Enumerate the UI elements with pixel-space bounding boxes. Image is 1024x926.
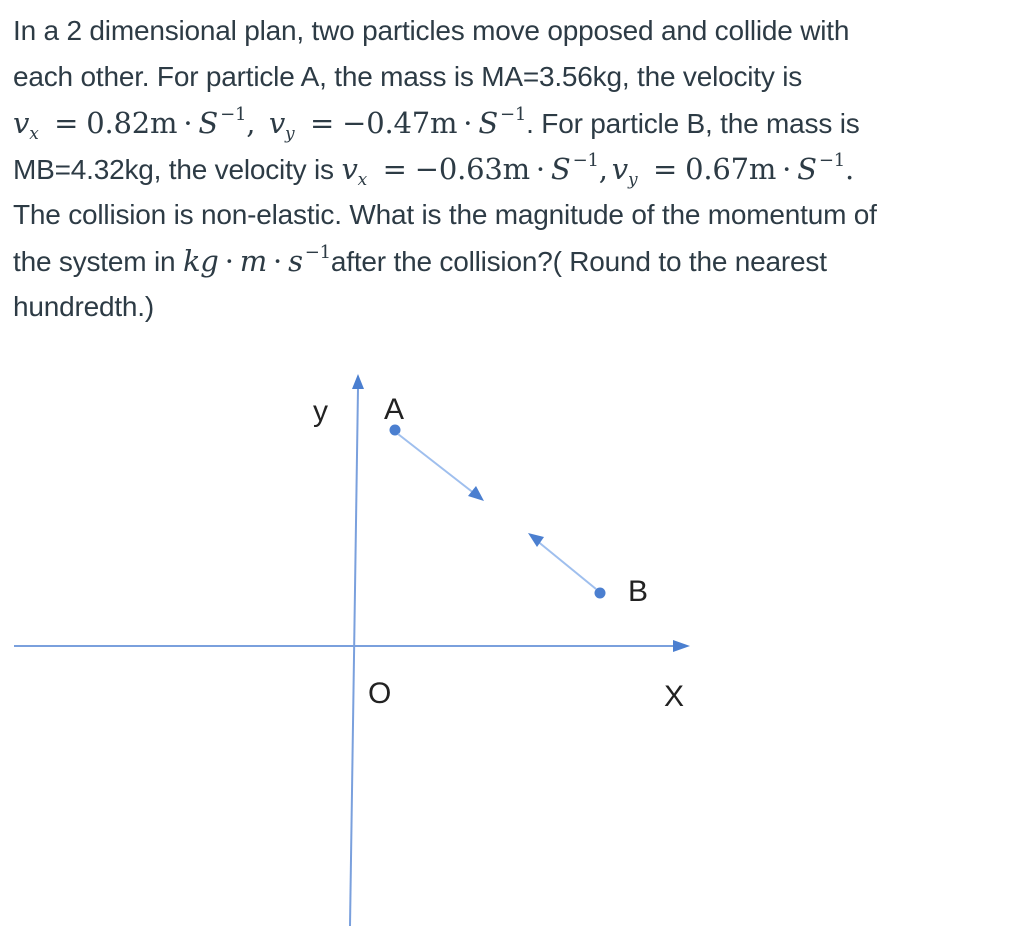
point-b-label: B: [628, 575, 649, 608]
question-line-1: In a 2 dimensional plan, two particles move opposed and collide with: [13, 15, 850, 46]
equals-sign: =: [652, 152, 678, 186]
vy-value-b: 0.67m: [685, 152, 777, 186]
equals-sign: =: [310, 106, 335, 140]
x-axis-arrowhead: [673, 640, 690, 652]
particle-a-velocity-arrow: [398, 434, 475, 494]
unit-exponent: −1: [304, 242, 331, 263]
equals-sign: =: [54, 106, 79, 140]
dot-operator: ·: [224, 244, 234, 278]
vy-subscript-b: y: [627, 170, 638, 190]
y-axis-arrowhead: [352, 374, 364, 389]
period: .: [844, 152, 855, 186]
x-axis-label: X: [664, 680, 685, 713]
y-axis-label: y: [313, 395, 328, 428]
origin-label: O: [368, 677, 392, 710]
dot-operator: ·: [183, 106, 193, 140]
vy-symbol-a: v: [268, 106, 286, 140]
particle-a-arrowhead: [468, 486, 484, 501]
equals-sign: =: [382, 152, 407, 186]
line-6-tail: after the collision?( Round to the nearest: [330, 246, 827, 277]
dot-operator: ·: [273, 244, 283, 278]
unit-symbol: S: [797, 152, 817, 186]
particle-b-velocity-arrow: [536, 540, 596, 589]
m-symbol: m: [239, 244, 268, 278]
comma: ,: [246, 106, 256, 140]
vx-symbol-b: v: [341, 152, 358, 186]
unit-symbol: S: [198, 106, 219, 140]
unit-symbol: S: [550, 152, 571, 186]
kg-symbol: kg: [182, 244, 219, 278]
line-3-tail: . For particle B, the mass is: [526, 108, 860, 139]
dot-operator: ·: [782, 152, 792, 186]
vx-value-b: −0.63m: [414, 152, 530, 186]
line-4-lead: MB=4.32kg, the velocity is: [13, 154, 342, 185]
dot-operator: ·: [535, 152, 545, 186]
particle-b-dot: [595, 588, 606, 599]
vy-subscript-a: y: [285, 124, 295, 144]
question-line-2: each other. For particle A, the mass is MA=3.56kg, the velocity is: [13, 61, 803, 92]
vx-subscript-b: x: [357, 170, 368, 190]
vy-value-a: −0.47m: [342, 106, 458, 140]
unit-symbol: S: [478, 106, 498, 140]
comma: ,: [598, 152, 608, 186]
line-6-lead: the system in: [13, 246, 183, 277]
question-line-7: hundredth.): [13, 291, 155, 322]
s-symbol: s: [288, 244, 303, 278]
unit-exponent: −1: [818, 150, 845, 171]
unit-exponent: −1: [500, 104, 527, 125]
dot-operator: ·: [463, 106, 473, 140]
unit-exponent: −1: [572, 150, 599, 171]
point-a-label: A: [384, 393, 405, 426]
vx-symbol-a: v: [13, 106, 30, 140]
vx-subscript-a: x: [29, 124, 39, 144]
vx-value-a: 0.82m: [86, 106, 178, 140]
vy-symbol-b: v: [611, 152, 628, 186]
y-axis-line: [350, 388, 358, 926]
unit-exponent: −1: [220, 104, 247, 125]
question-line-5: The collision is non-elastic. What is the magnitude of the momentum of: [13, 199, 877, 230]
